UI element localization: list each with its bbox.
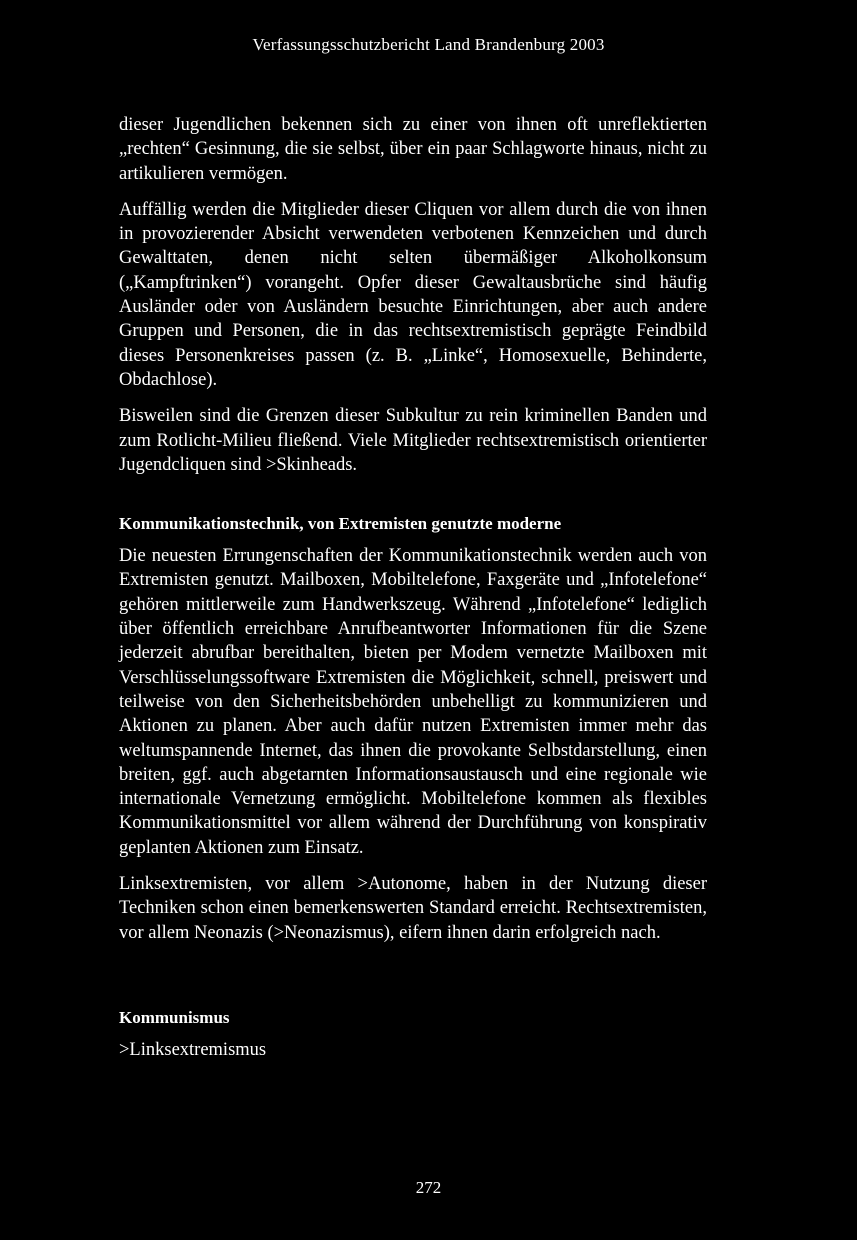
page-body	[119, 113, 707, 1062]
body-paragraph: dieser Jugendlichen bekennen sich zu einer von ihnen oft unreflektierten „rechten“ Gesinnung, die sie selbst, über ein paar Schlagworte hinaus, nicht zu artikulieren vermögen.	[119, 115, 707, 184]
body-paragraph: Bisweilen sind die Grenzen dieser Subkultur zu rein kriminellen Banden und zum Rotlicht-Milieu fließend. Viele Mitglieder rechtsextremistisch orientierter Jugendcliquen sind >Skinheads.	[119, 406, 707, 475]
section-heading-kommunismus: Kommunismus	[119, 1007, 230, 1027]
body-paragraph: Auffällig werden die Mitglieder dieser Cliquen vor allem durch die von ihnen in provozierender Absicht verwendeten verbotenen Kennzeichen und durch Gewalttaten, denen nicht selten übermäßiger Alkoholkonsum („Kampftrinken“) vorangeht. Opfer dieser Gewaltausbrüche sind häufig Ausländer oder von Ausländern besuchte Einrichtungen, aber auch andere Gruppen und Personen, die in das rechtsextremistisch geprägte Feindbild dieses Personenkreises passen (z. B. „Linke“, Homosexuelle, Behinderte, Obdachlose).	[119, 199, 707, 390]
running-header: Verfassungsschutzbericht Land Brandenburg 2003	[252, 35, 605, 54]
body-paragraph: Linksextremisten, vor allem >Autonome, haben in der Nutzung dieser Techniken schon einen bemerkenswerten Standard erreicht. Rechtsextremisten, vor allem Neonazis (>Neonazismus), eifern ihnen darin erfolgreich nach.	[119, 874, 707, 943]
body-paragraph: Die neuesten Errungenschaften der Kommunikationstechnik werden auch von Extremisten genutzt. Mailboxen, Mobiltelefone, Faxgeräte und „Infotelefone“ gehören mittlerweile zum Handwerkszeug. Während „Infotelefone“ lediglich über öffentlich erreichbare Anrufbeantworter Informationen für die Szene jederzeit abrufbar bereithalten, bieten per Modem vernetzte Mailboxen mit Verschlüsselungssoftware Extremisten die Möglichkeit, schnell, preiswert und teilweise von den Sicherheitsbehörden unbehelligt zu kommunizieren und Aktionen zu planen. Aber auch dafür nutzen Extremisten immer mehr das weltumspannende Internet, das ihnen die provokante Selbstdarstellung, einen breiten, ggf. auch abgetarnten Informationsaustausch und eine regionale wie internationale Vernetzung ermöglicht. Mobiltelefone kommen als flexibles Kommunikationsmittel vor allem während der Durchführung von konspirativ geplanten Aktionen zum Einsatz.	[119, 546, 707, 858]
section-heading-kommunikationstechnik: Kommunikationstechnik, von Extremisten genutzte moderne	[119, 514, 562, 534]
cross-reference-link[interactable]: >Linksextremismus	[119, 1039, 267, 1060]
page-number: 272	[415, 1178, 442, 1197]
